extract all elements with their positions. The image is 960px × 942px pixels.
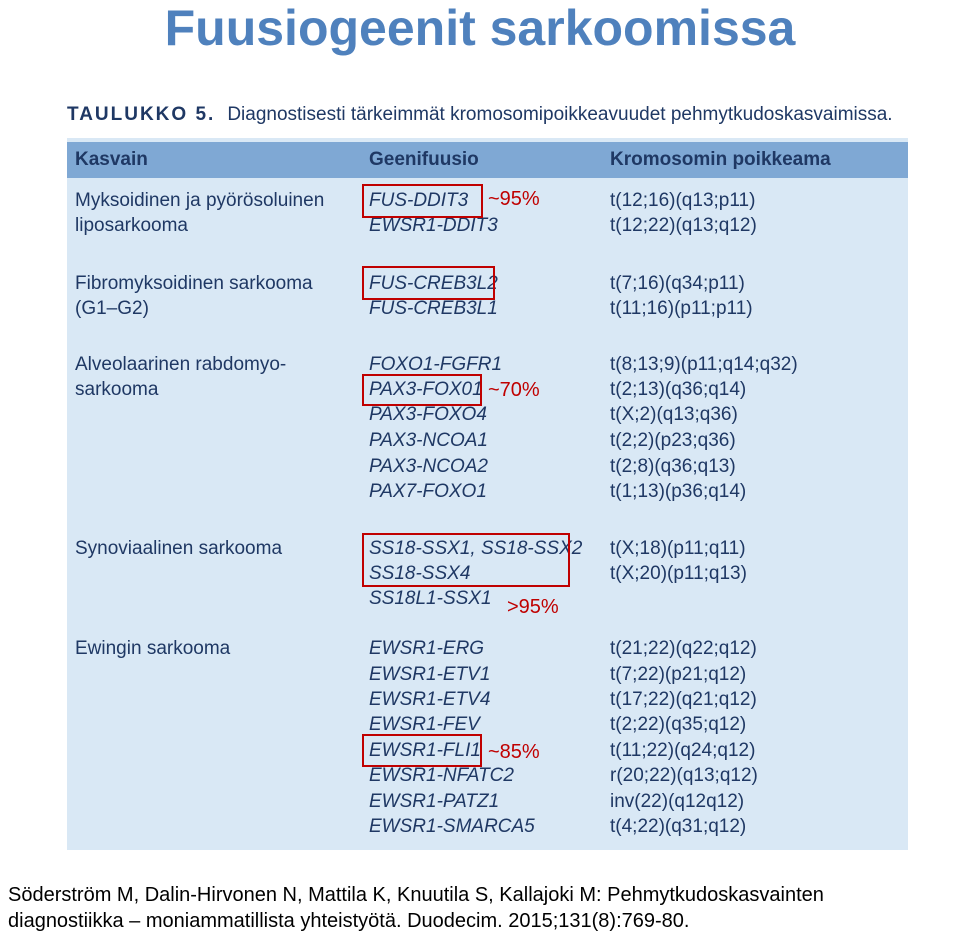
chromosome-abnormality: t(2;13)(q36;q14) xyxy=(610,379,747,400)
gene-fusion: PAX3-NCOA1 xyxy=(369,430,488,451)
gene-fusion: EWSR1-ETV4 xyxy=(369,689,491,710)
chromosome-abnormality: t(11;22)(q24;q12) xyxy=(610,740,756,761)
highlight-box-fus-ddit3 xyxy=(362,184,483,218)
tumor-name: (G1–G2) xyxy=(75,298,149,319)
chromosome-abnormality: inv(22)(q12q12) xyxy=(610,791,745,812)
table-header xyxy=(67,142,908,178)
chromosome-abnormality: t(2;22)(q35;q12) xyxy=(610,714,747,735)
gene-fusion: EWSR1-ETV1 xyxy=(369,664,491,685)
percentage-annotation: ~85% xyxy=(488,741,540,763)
highlight-box-fus-creb3l2 xyxy=(362,266,495,300)
gene-fusion: FUS-CREB3L1 xyxy=(369,298,498,319)
tumor-name: Synoviaalinen sarkooma xyxy=(75,538,283,559)
percentage-annotation: ~70% xyxy=(488,379,540,401)
chromosome-abnormality: t(X;18)(p11;q11) xyxy=(610,538,746,559)
gene-fusion: SS18-SSX4 xyxy=(369,563,471,584)
reference-line-1: Söderström M, Dalin-Hirvonen N, Mattila K, Knuutila S, Kallajoki M: Pehmytkudoskasvainten xyxy=(8,884,824,906)
chromosome-abnormality: t(X;20)(p11;q13) xyxy=(610,563,747,584)
header-geenifuusio: Geenifuusio xyxy=(369,149,479,170)
chromosome-abnormality: t(11;16)(p11;p11) xyxy=(610,298,753,319)
header-kromosomin-poikkeama: Kromosomin poikkeama xyxy=(610,149,831,170)
table-number: TAULUKKO 5. xyxy=(67,104,216,125)
highlight-box-ss18-ssx xyxy=(362,533,570,587)
tumor-name: liposarkooma xyxy=(75,215,188,236)
gene-fusion: SS18L1-SSX1 xyxy=(369,588,492,609)
chromosome-abnormality: t(7;22)(p21;q12) xyxy=(610,664,747,685)
table-caption xyxy=(67,104,927,126)
gene-fusion: PAX7-FOXO1 xyxy=(369,481,487,502)
reference-line-2: diagnostiikka – moniammatillista yhteistyötä. Duodecim. 2015;131(8):769-80. xyxy=(8,910,690,932)
percentage-annotation: ~95% xyxy=(488,188,540,210)
chromosome-abnormality: t(X;2)(q13;q36) xyxy=(610,404,738,425)
gene-fusion: PAX3-NCOA2 xyxy=(369,456,488,477)
gene-fusion: SS18-SSX1, SS18-SSX2 xyxy=(369,538,583,559)
chromosome-abnormality: t(2;8)(q36;q13) xyxy=(610,456,736,477)
chromosome-abnormality: t(17;22)(q21;q12) xyxy=(610,689,757,710)
percentage-annotation: >95% xyxy=(507,596,559,618)
chromosome-abnormality: t(4;22)(q31;q12) xyxy=(610,816,747,837)
tumor-name: sarkooma xyxy=(75,379,159,400)
gene-fusion: EWSR1-FEV xyxy=(369,714,480,735)
gene-fusion: FUS-CREB3L2 xyxy=(369,273,498,294)
highlight-box-pax3-fox01 xyxy=(362,374,482,406)
tumor-name: Myksoidinen ja pyörösoluinen xyxy=(75,190,325,211)
gene-fusion: EWSR1-ERG xyxy=(369,638,485,659)
gene-fusion: PAX3-FOX01 xyxy=(369,379,483,400)
chromosome-abnormality: t(21;22)(q22;q12) xyxy=(610,638,757,659)
reference-citation xyxy=(8,882,958,934)
gene-fusion: EWSR1-PATZ1 xyxy=(369,791,500,812)
chromosome-abnormality: t(8;13;9)(p11;q14;q32) xyxy=(610,354,798,375)
tumor-name: Fibromyksoidinen sarkooma xyxy=(75,273,313,294)
gene-fusion: EWSR1-SMARCA5 xyxy=(369,816,535,837)
chromosome-abnormality: t(12;16)(q13;p11) xyxy=(610,190,756,211)
gene-fusion: PAX3-FOXO4 xyxy=(369,404,487,425)
gene-fusion: FUS-DDIT3 xyxy=(369,190,469,211)
tumor-name: Alveolaarinen rabdomyo- xyxy=(75,354,287,375)
chromosome-abnormality: t(2;2)(p23;q36) xyxy=(610,430,736,451)
chromosome-abnormality: t(1;13)(p36;q14) xyxy=(610,481,747,502)
header-kasvain: Kasvain xyxy=(75,149,148,170)
chromosome-abnormality: t(7;16)(q34;p11) xyxy=(610,273,745,294)
chromosome-abnormality: t(12;22)(q13;q12) xyxy=(610,215,757,236)
slide-title: Fuusiogeenit sarkoomissa xyxy=(164,0,796,56)
highlight-box-ewsr1-fli1 xyxy=(362,734,482,767)
tumor-name: Ewingin sarkooma xyxy=(75,638,231,659)
gene-fusion: EWSR1-FLI1 xyxy=(369,740,481,761)
gene-fusion: EWSR1-NFATC2 xyxy=(369,765,514,786)
chromosome-abnormality: r(20;22)(q13;q12) xyxy=(610,765,758,786)
gene-fusion: EWSR1-DDIT3 xyxy=(369,215,498,236)
table-caption-text: Diagnostisesti tärkeimmät kromosomipoikkeavuudet pehmytkudoskasvaimissa. xyxy=(227,104,893,125)
gene-fusion: FOXO1-FGFR1 xyxy=(369,354,503,375)
